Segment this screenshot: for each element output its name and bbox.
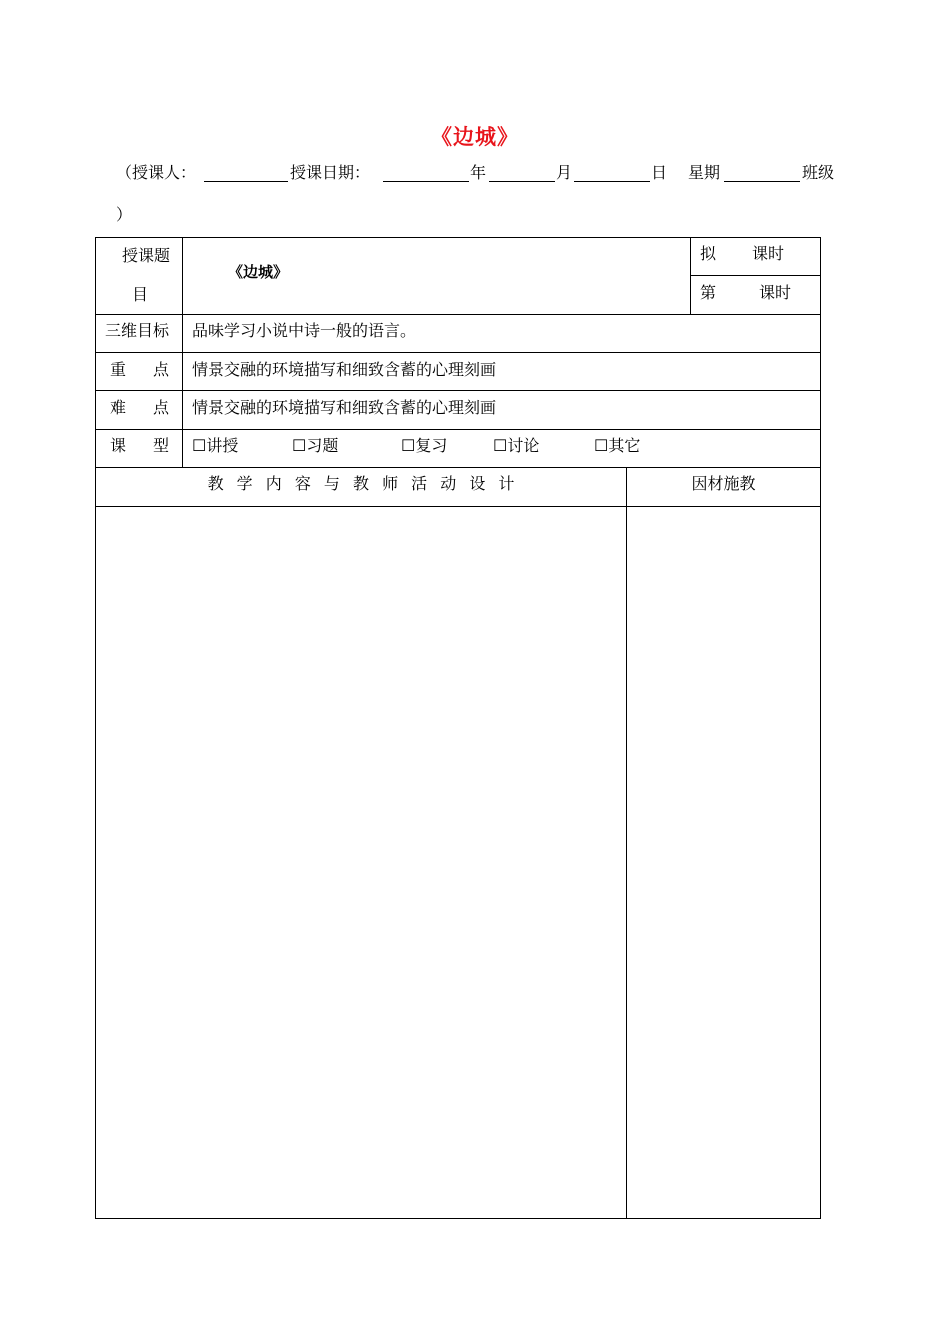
goal-label: 三维目标 — [105, 321, 170, 340]
topic-label-cont: 目 — [132, 285, 149, 304]
table-rule — [95, 314, 821, 315]
table-border-top — [95, 237, 821, 238]
key-value: 情景交融的环境描写和细致含蓄的心理刻画 — [192, 360, 497, 379]
nth-suffix: 课时 — [759, 283, 792, 302]
month-label: 月 — [556, 163, 573, 182]
planned-suffix: 课时 — [752, 244, 785, 263]
table-rule — [690, 275, 821, 276]
table-rule — [95, 429, 821, 430]
difficulty-value: 情景交融的环境描写和细致含蓄的心理刻画 — [192, 398, 497, 417]
goal-value: 品味学习小说中诗一般的语言。 — [192, 321, 417, 340]
table-border-right — [820, 237, 821, 1219]
table-rule — [95, 467, 821, 468]
year-label: 年 — [470, 163, 487, 182]
weekday-blank — [724, 181, 800, 182]
adapt-header: 因材施教 — [691, 474, 756, 493]
table-border-bottom — [95, 1218, 821, 1219]
type-option-exercise[interactable]: ☐习题 — [292, 436, 339, 455]
type-option-discussion[interactable]: ☐讨论 — [493, 436, 540, 455]
class-label: 班级 — [802, 163, 835, 182]
date-label: 授课日期： — [290, 163, 371, 182]
difficulty-label: 难 — [110, 398, 127, 417]
difficulty-label-2: 点 — [153, 398, 170, 417]
key-label-2: 点 — [153, 360, 170, 379]
design-content-area[interactable] — [96, 507, 626, 1218]
planned-prefix: 拟 — [700, 244, 717, 263]
table-rule — [95, 390, 821, 391]
key-label: 重 — [110, 360, 127, 379]
type-option-other[interactable]: ☐其它 — [594, 436, 641, 455]
document-title: 《边城》 — [431, 124, 519, 149]
header-open: （授课人： — [116, 163, 197, 182]
type-label-2: 型 — [153, 436, 170, 455]
design-header: 教 学 内 容 与 教 师 活 动 设 计 — [207, 474, 515, 493]
topic-value: 《边城》 — [228, 263, 289, 281]
table-rule — [182, 237, 183, 468]
adapt-content-area[interactable] — [627, 507, 820, 1218]
nth-prefix: 第 — [700, 283, 717, 302]
day-blank — [574, 181, 650, 182]
weekday-label: 星期 — [688, 163, 721, 182]
teacher-blank — [204, 181, 288, 182]
year-blank — [383, 181, 469, 182]
header-line — [116, 162, 838, 184]
type-option-lecture[interactable]: ☐讲授 — [192, 436, 239, 455]
month-blank — [489, 181, 555, 182]
table-rule — [690, 237, 691, 315]
table-rule — [95, 352, 821, 353]
type-label: 课 — [110, 436, 127, 455]
day-label: 日 — [651, 163, 668, 182]
topic-label: 授课题 — [122, 246, 171, 265]
type-option-review[interactable]: ☐复习 — [401, 436, 448, 455]
header-close: ） — [116, 205, 133, 224]
